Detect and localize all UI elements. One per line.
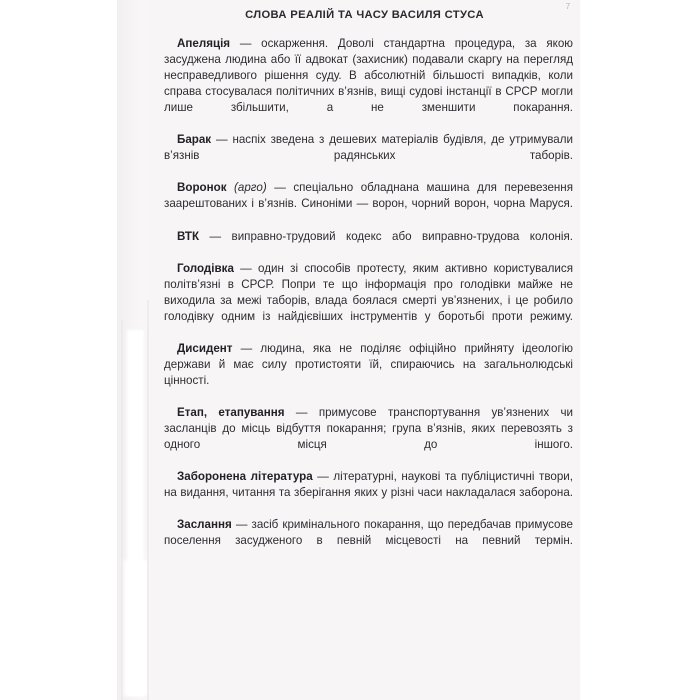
glossary-dash: — xyxy=(215,133,228,147)
glossary-definition: виправно-трудовий кодекс або виправно-трудова колонія. xyxy=(231,229,573,243)
glossary-definition: спеціально обладнана машина для перевезення заарештованих і в’язнів. Синоніми — ворон, чорний ворон, чорна Маруся. xyxy=(164,181,573,211)
glossary-term: Барак xyxy=(177,133,212,147)
gutter-paper-highlight-lower xyxy=(124,560,148,696)
glossary-entry xyxy=(164,132,573,180)
glossary-dash: — xyxy=(317,470,329,484)
glossary-definition: один зі способів протесту, яким активно користувалися політв’язні в СРСР. Попри те що інформація про голодівки майже не виходила за межі таборів, влада боялася смерті ув’язнених, і це робило голодівку одним із найдієвіших інструментів у боротьбі проти режиму. xyxy=(164,261,573,323)
glossary-definition: примусове транспортування ув’язнених чи засланців до місць відбуття покарання; група в’язнів, яких перевозять з одного місця до іншого. xyxy=(164,406,573,452)
glossary-entry xyxy=(164,469,573,517)
glossary-dash: — xyxy=(240,341,253,355)
glossary-dash: — xyxy=(274,181,286,195)
glossary-entry xyxy=(164,341,573,405)
glossary-entry xyxy=(164,405,573,469)
glossary-definition: наспіх зведена з дешевих матеріалів будівля, де утримували в’язнів радянських таборів. xyxy=(164,133,573,163)
page-number: 7 xyxy=(565,2,571,11)
glossary-dash: — xyxy=(235,518,248,532)
glossary-definition: літературні, наукові та публіцистичні твори, на видання, читання та зберігання яких у різні часи накладалася заборона. xyxy=(164,470,573,500)
glossary-term: Етап, етапування xyxy=(177,406,285,420)
glossary-entry xyxy=(164,261,573,341)
running-head: СЛОВА РЕАЛІЙ ТА ЧАСУ ВАСИЛЯ СТУСА xyxy=(245,9,484,21)
gutter-crease-line-inner xyxy=(147,300,149,700)
glossary-dash: — xyxy=(295,406,308,420)
glossary-term: Заборонена література xyxy=(177,470,313,484)
glossary-entry xyxy=(164,36,573,132)
glossary-term: Апеляція xyxy=(177,37,231,50)
glossary-term: ВТК xyxy=(177,229,200,243)
glossary-definition: оскарження. Доволі стандартна процедура, за якою засуджена людина або її адвокат (захисник) подавали скаргу на перегляд несправедливого рішення суду. В абсолютній більшості випадків, коли справа стосувалася політичних в’язнів, вищі судові інстанції в СРСР могли лише збільшити, а не зменшити покарання. xyxy=(164,37,573,115)
glossary-term: Дисидент xyxy=(177,341,233,355)
glossary-term: Воронок xyxy=(177,181,227,195)
glossary-definition: людина, яка не поділяє офіційно прийняту ідеологію держави й має силу протистояти їй, спираючись на загальнолюдські цінності. xyxy=(164,341,573,387)
glossary-entry xyxy=(164,180,573,228)
glossary-dash: — xyxy=(239,37,252,50)
glossary-definition: засіб кримінального покарання, що передбачав примусове поселення засудженого в певній місцевості на певний термін. xyxy=(164,518,573,548)
glossary-term: Голодівка xyxy=(177,261,234,275)
gutter-crease-line xyxy=(121,320,123,700)
page-right-edge xyxy=(578,0,581,700)
glossary-entry xyxy=(164,229,573,261)
glossary-dash: — xyxy=(240,261,252,275)
glossary-dash: — xyxy=(209,229,222,243)
glossary-term: Заслання xyxy=(177,518,232,532)
glossary-entry xyxy=(164,517,573,565)
glossary-term-qualifier: (арго) xyxy=(234,181,267,195)
glossary-text-column xyxy=(164,36,573,566)
